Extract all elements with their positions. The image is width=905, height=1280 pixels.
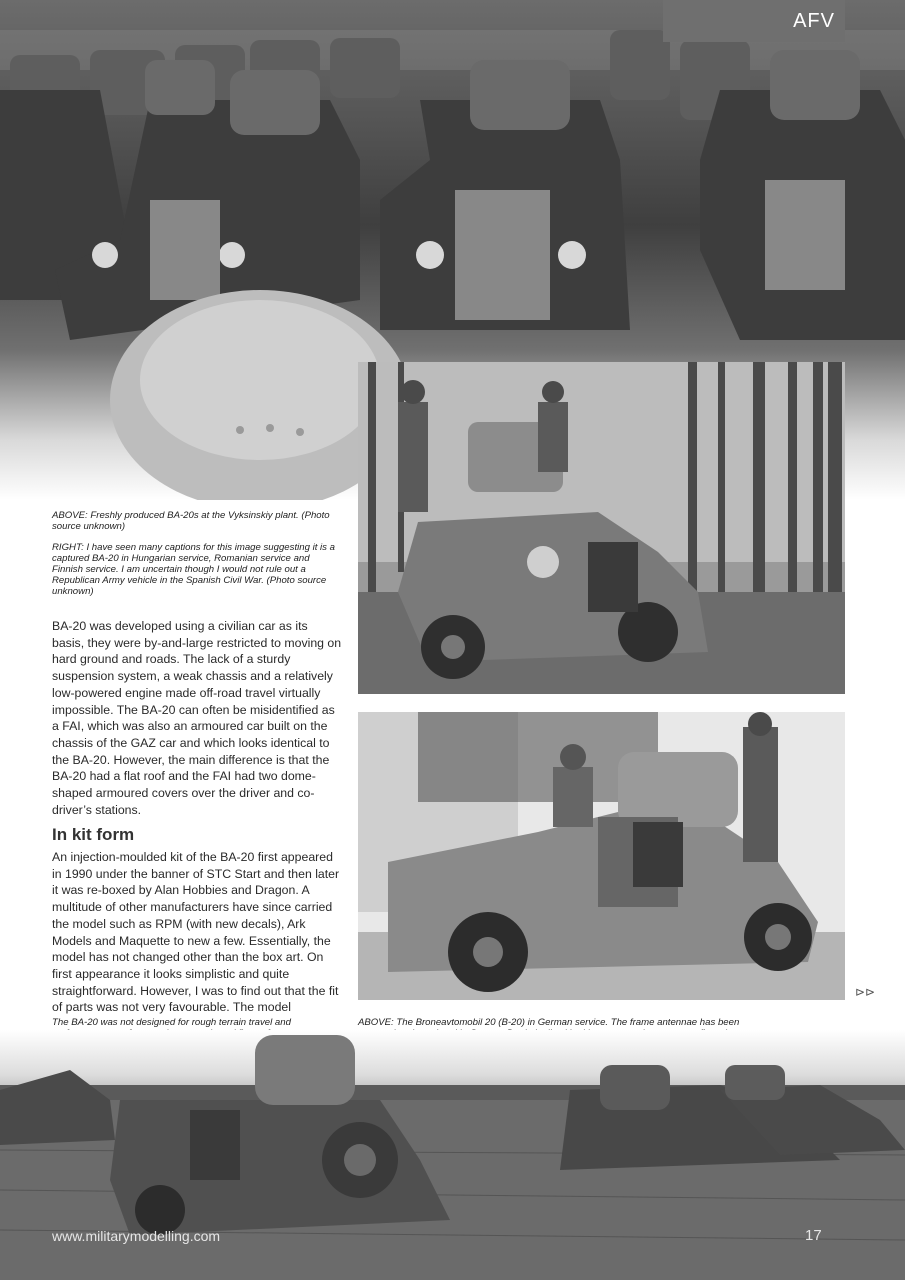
photo-ba20-forest — [358, 362, 845, 694]
caption-right: RIGHT: I have seen many captions for this image suggesting it is a captured BA-20 in Hungarian service, Romanian service and Finnish service. I am uncertain though I would not rule out a Republican Army vehicle in the Spanish Civil War. (Photo source unknown) — [52, 542, 335, 597]
body-paragraph-2-text: An injection-moulded kit of the BA-20 first appeared in 1990 under the banner of STC Start and then later it was re-boxed by Alan Hobbies and Dragon. A multitude of other manufacturers have since carried the model such as RPM (with new decals), Ark Models and Maquette to new a few. Essentially, the model has not changed other than the box art. On first appearance it looks simplistic and quite straightforward. However, I was to find out that the fit of parts was not very favourable. The model — [52, 850, 340, 1015]
photo-ba20-german-service — [358, 712, 845, 1000]
continue-arrow-icon: ⊳⊳ — [855, 985, 876, 999]
photo-forest-drawing — [358, 362, 845, 694]
footer-url[interactable]: www.militarymodelling.com — [52, 1228, 221, 1244]
body-paragraph-1 — [52, 618, 342, 818]
page-number: 17 — [805, 1227, 822, 1244]
caption-above: ABOVE: Freshly produced BA-20s at the Vyksinskiy plant. (Photo source unknown) — [52, 510, 330, 532]
heading-in-kit-form: In kit form — [52, 825, 135, 844]
photo-german-drawing — [358, 712, 845, 1000]
caption-left-bottom: The BA-20 was not designed for rough terrain travel and — [52, 1017, 291, 1028]
body-paragraph-2 — [52, 849, 342, 1016]
section-tag-afv: AFV — [663, 0, 845, 42]
caption-german-service: ABOVE: The Broneavtomobil 20 (B-20) in German service. The frame antennae has been — [358, 1017, 740, 1028]
body-paragraph-1-text: BA-20 was developed using a civilian car as its basis, they were by-and-large restricted to moving on hard ground and roads. The lack of a sturdy suspension system, a weak chassis and a relatively low-powered engine made off-road travel virtually impossible. The BA-20 can often be misidentified as a FAI, which was also an armoured car built on the chassis of the GAZ car and which looks identical to the BA-20. However, the main difference is that the BA-20 had a flat roof and the FAI had two dome-shaped armoured covers over the driver and co-driver’s stations. — [52, 619, 342, 817]
